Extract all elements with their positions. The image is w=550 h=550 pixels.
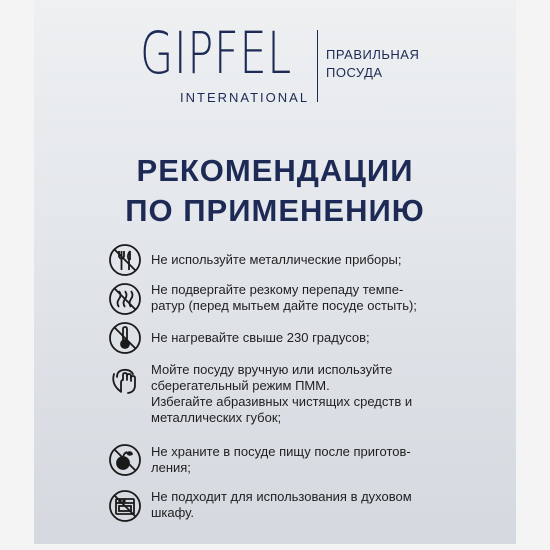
recommendation-text [151, 489, 471, 521]
no-temperature-shock-icon [108, 282, 142, 316]
title-line: ПО ПРИМЕНЕНИЮ [125, 193, 425, 228]
recommendation-line: Не храните в посуде пищу после приготов- [151, 444, 411, 459]
recommendation-text [151, 282, 471, 314]
brand-name: GIPFEL [140, 19, 292, 87]
recommendation-line: Не подвергайте резкому перепаду темпе- [151, 282, 404, 297]
frame-left [0, 0, 34, 550]
tagline-line: ПРАВИЛЬНАЯ [326, 47, 420, 62]
hand-wash-icon [108, 362, 142, 396]
title-line: РЕКОМЕНДАЦИИ [136, 153, 414, 188]
tagline-line: ПОСУДА [326, 65, 383, 80]
recommendation-line: Избегайте абразивных чистящих средств и [151, 394, 413, 409]
recommendation-text [151, 444, 471, 476]
no-utensils-icon [108, 243, 142, 277]
page-title [0, 151, 550, 231]
no-overheat-thermometer-icon [108, 321, 142, 355]
recommendation-text [151, 330, 471, 346]
recommendation-line: ратур (перед мытьем дайте посуде остыть); [151, 298, 417, 313]
recommendation-line: сберегательный режим ПММ. [151, 378, 330, 393]
recommendation-text [151, 252, 471, 268]
recommendation-line: ления; [151, 460, 191, 475]
no-oven-icon [108, 489, 142, 523]
brand-divider [317, 30, 318, 102]
no-food-storage-icon [108, 443, 142, 477]
brand-tagline [326, 46, 419, 82]
recommendation-line: шкафу. [151, 505, 194, 520]
recommendation-line: металлических губок; [151, 410, 282, 425]
recommendation-line: Не используйте металлические приборы; [151, 252, 402, 267]
recommendation-line: Не подходит для использования в духовом [151, 489, 412, 504]
frame-bottom [0, 544, 550, 550]
recommendation-text [151, 362, 471, 426]
recommendation-line: Не нагревайте свыше 230 градусов; [151, 330, 370, 345]
recommendation-line: Мойте посуду вручную или используйте [151, 362, 393, 377]
brand-subtitle: INTERNATIONAL [180, 90, 310, 105]
frame-right [516, 0, 550, 550]
